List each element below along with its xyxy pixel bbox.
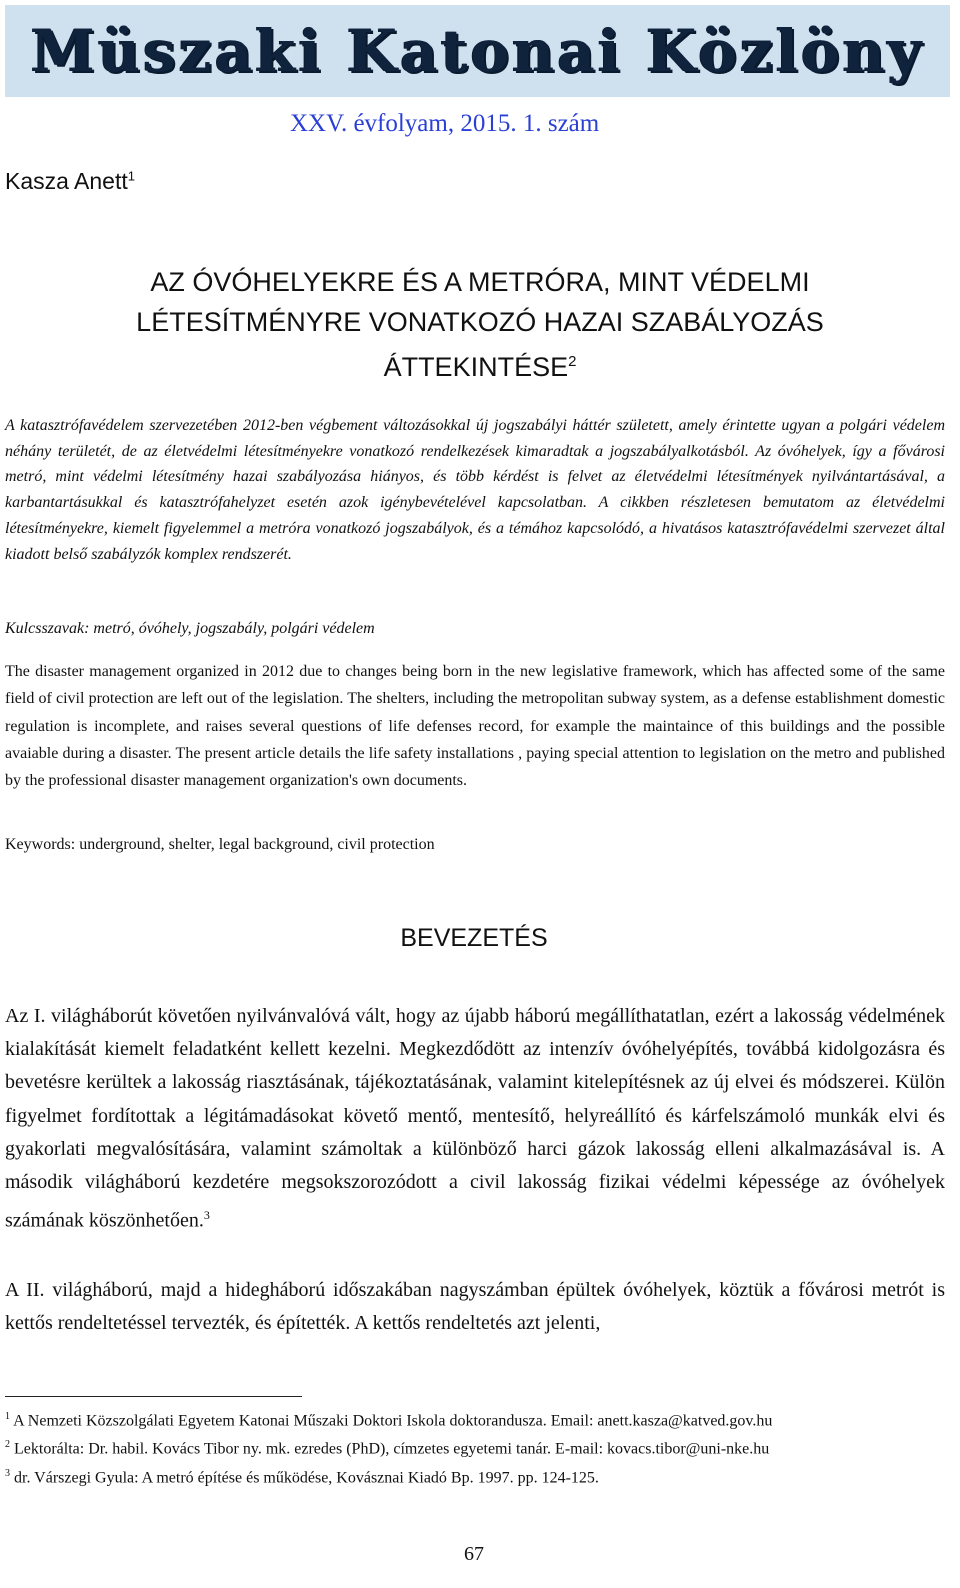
footnote-text: A Nemzeti Közszolgálati Egyetem Katonai Műszaki Doktori Iskola doktorandusza. Email: anett.kasza@katved.gov.hu [13, 1412, 773, 1430]
abstract-english: The disaster management organized in 2012 due to changes being born in the new legislative framework, which has affected some of the same field of civil protection are left out of the legislation. The shelters, including the metropolitan subway system, as a defense establishment domestic regulation is incomplete, and raises several questions of life defenses record, for example the maintaince of this buildings and the possible avaiable during a disaster. The present article details the life safety installations , paying special attention to legislation on the metro and published by the professional disaster management organization's own documents. [5, 663, 945, 790]
footnote-ref: 2 [5, 1439, 10, 1451]
paragraph-footnote-ref: 3 [203, 1208, 210, 1223]
abstract-hungarian: A katasztrófavédelem szervezetében 2012-ben végbement változásokkal új jogszabályi háttér született, amely érintette ugyan a polgári védelem néhány területét, de az életvédelmi létesítményekre vonatkozó rendelkezések kimaradtak a jogszabályalkotásból. Az óvóhelyek, így a fővárosi metró, mint védelmi létesítmény hazai szabályozása hiányos, és több kérdést is felvet az életvédelmi létesítmények nyilvántartásával, a karbantartásukkal és katasztrófahelyzet esetén azok igénybevételével kapcsolatban. A cikkben részletesen bemutatom az életvédelmi létesítményekre, kiemelt figyelemmel a metróra vonatkozó jogszabályok, és a témához kapcsolódó, a hivatásos katasztrófavédelmi szervezet által kiadott belső szabályzók komplex rendszerét. [5, 417, 945, 563]
footnote [5, 1462, 940, 1490]
footnote [5, 1433, 940, 1461]
footnotes [5, 1405, 940, 1490]
issue-line: XXV. évfolyam, 2015. 1. szám [290, 110, 600, 137]
body-paragraph-1 [5, 1000, 945, 1238]
journal-title: Müszaki Katonai Közlöny [30, 17, 925, 85]
footnote-text: Lektorálta: Dr. habil. Kovács Tibor ny. mk. ezredes (PhD), címzetes egyetemi tanár. E-mail: kovacs.tibor@uni-nke.hu [14, 1440, 770, 1458]
keywords-english: Keywords: underground, shelter, legal background, civil protection [5, 836, 435, 853]
journal-masthead [5, 5, 950, 97]
footnote-ref: 3 [5, 1467, 10, 1479]
article-title-block [40, 262, 920, 387]
section-heading: BEVEZETÉS [400, 924, 548, 952]
title-footnote-ref: 2 [568, 353, 577, 370]
footnote [5, 1405, 940, 1433]
footnote-text: dr. Várszegi Gyula: A metró építése és működése, Kovásznai Kiadó Bp. 1997. pp. 124-125. [14, 1468, 599, 1486]
author-footnote-ref: 1 [127, 168, 135, 184]
page-number: 67 [464, 1543, 484, 1565]
author-name-block [5, 168, 135, 195]
footnote-ref: 1 [5, 1411, 10, 1422]
article-title: AZ ÓVÓHELYEKRE ÉS A METRÓRA, MINT VÉDELMI LÉTESÍTMÉNYRE VONATKOZÓ HAZAI SZABÁLYOZÁS ÁTTEKINTÉSE [136, 267, 824, 382]
body-paragraph-1-text: Az I. világháborút követően nyilvánvalóvá vált, hogy az újabb háború megállíthatatlan, ezért a lakosság védelmének kialakítását kiemelt feladatként kellett kezelni. Megkezdődött az intenzív óvóhelyépítés, továbbá kidolgozásra és bevetésre kerültek a lakosság riasztásának, tájékoztatásának, valamint kitelepítésnek az új elvei és módszerei. Külön figyelmet fordítottak a légitámadásokat követő mentő, mentesítő, helyreállító és kárfelszámoló munkák elvi és gyakorlati megvalósítására, valamint számoltak a különböző harci gázok lakosság elleni alkalmazásával is. A második világháború kezdetére megsokszorozódott a civil lakosság fizikai védelmi képessége az óvóhelyek számának köszönhetően. [5, 1005, 945, 1232]
keywords-hungarian: Kulcsszavak: metró, óvóhely, jogszabály, polgári védelem [5, 620, 375, 637]
footnote-divider [5, 1396, 302, 1397]
body-paragraph-2: A II. világháború, majd a hidegháború időszakában nagyszámban épültek óvóhelyek, köztük a fővárosi metrót is kettős rendeltetéssel tervezték, és építették. A kettős rendeltetés azt jelenti, [5, 1279, 945, 1335]
author-name: Kasza Anett [5, 168, 128, 194]
